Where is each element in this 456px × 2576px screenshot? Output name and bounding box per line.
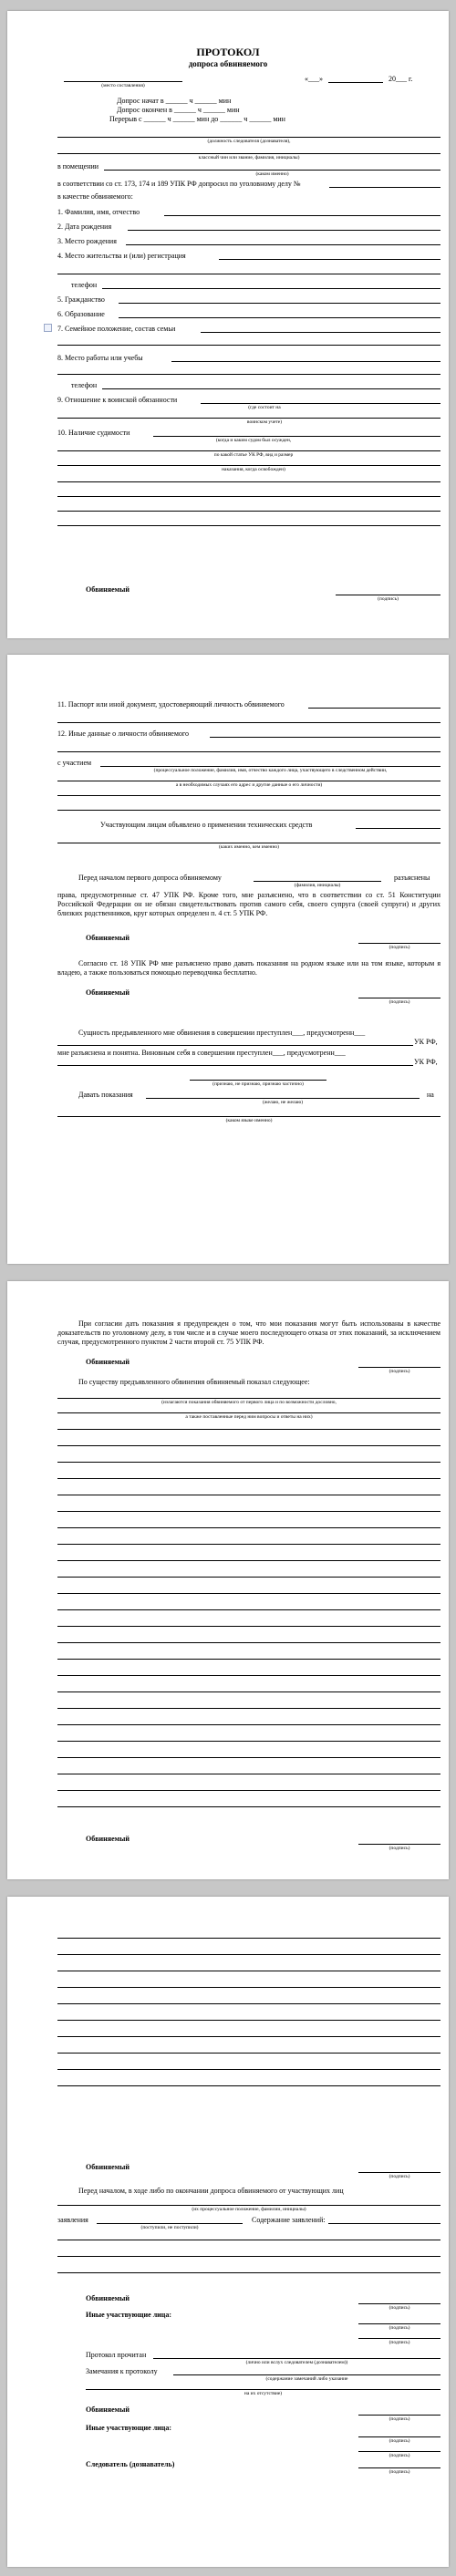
protocol-read-line[interactable] — [153, 2358, 440, 2359]
rights-text: права, предусмотренные ст. 47 УПК РФ. Кроме того, мне разъяснено, что в соответствии со ст. 51 Конституции Российской Федерации он не обязан свидетельствовать против самого себя, своего супруга (своей супруги) и других близких родственников, круг которых определен п. 4 ст. 5 УПК РФ. — [57, 891, 440, 917]
participant-signature-line-3[interactable] — [358, 2436, 440, 2437]
rank-line[interactable] — [57, 153, 440, 154]
content-line[interactable] — [328, 2223, 440, 2224]
education-line[interactable] — [119, 317, 440, 318]
family-line-2[interactable] — [57, 345, 440, 346]
item-education: 6. Образование — [57, 310, 105, 318]
convictions-caption-3: наказания, когда освобожден) — [222, 467, 285, 472]
signature-caption-7: (подпись) — [389, 2305, 410, 2311]
fio-caption: (фамилия, инициалы) — [294, 883, 341, 888]
give-testimony: Давать показания — [78, 1091, 133, 1099]
participation-line-4[interactable] — [57, 810, 440, 811]
testimony-line-6[interactable] — [57, 1511, 440, 1512]
legal-basis: в соответствии со ст. 173, 174 и 189 УПК РФ допросил по уголовному делу № — [57, 180, 301, 188]
phone-line[interactable] — [102, 288, 440, 289]
testimony-line-16[interactable] — [57, 1675, 440, 1676]
convictions-line-2[interactable] — [57, 450, 440, 451]
participant-signature-line-2[interactable] — [358, 2338, 440, 2339]
continuation-line-8[interactable] — [57, 2053, 440, 2054]
on-label: на — [427, 1091, 434, 1099]
understood-text: мне разъяснена и понятна. Виновным себя в совершении преступлен___, предусмотренн___ — [57, 1049, 346, 1057]
remarks-line-2[interactable] — [86, 2389, 440, 2390]
item-other-data: 12. Иные данные о личности обвиняемого — [57, 729, 189, 738]
official-line[interactable] — [57, 137, 440, 138]
continuation-line-7[interactable] — [57, 2036, 440, 2037]
accused-signature-line-6[interactable] — [358, 2172, 440, 2173]
start-time[interactable]: Допрос начат в ______ ч ______ мин — [117, 97, 232, 105]
accused-signature-label-5: Обвиняемый — [86, 1835, 130, 1843]
item-residence: 4. Место жительства и (или) регистрация — [57, 252, 186, 260]
uk-rf-label-2: УК РФ, — [414, 1058, 438, 1066]
content-line-3[interactable] — [57, 2256, 440, 2257]
signature-caption-3: (подпись) — [389, 999, 410, 1005]
continuation-line-2[interactable] — [57, 1954, 440, 1955]
accused-signature-line-4[interactable] — [358, 1367, 440, 1368]
testimony-line-1[interactable] — [57, 1429, 440, 1430]
page-2 — [7, 655, 449, 1264]
item-convictions: 10. Наличие судимости — [57, 429, 130, 437]
work-phone-label: телефон — [71, 381, 98, 389]
signature-caption-2: (подпись) — [389, 945, 410, 950]
other-data-line[interactable] — [210, 737, 440, 738]
room-label: в помещении — [57, 162, 99, 171]
investigator-label: Следователь (дознаватель) — [86, 2460, 175, 2468]
as-accused: в качестве обвиняемого: — [57, 192, 133, 201]
passport-line-2[interactable] — [57, 722, 440, 723]
content-line-4[interactable] — [57, 2272, 440, 2273]
explained: разъяснены — [394, 874, 430, 882]
accused-signature-label-6: Обвиняемый — [86, 2163, 130, 2171]
item-family: 7. Семейное положение, состав семьи — [57, 325, 176, 333]
testimony-line-3[interactable] — [57, 1462, 440, 1463]
investigator-signature-line[interactable] — [358, 2467, 440, 2468]
understood-line[interactable] — [57, 1065, 413, 1066]
other-participants-label-2: Иные участвующие лица: — [86, 2424, 172, 2432]
continuation-line-4[interactable] — [57, 1987, 440, 1988]
item-citizenship: 5. Гражданство — [57, 295, 105, 304]
family-line[interactable] — [201, 332, 440, 333]
residence-line[interactable] — [219, 259, 440, 260]
accused-name-line[interactable] — [254, 881, 381, 882]
official-caption: (должность следователя (дознавателя), — [207, 139, 291, 144]
tech-notice: Участвующим лицам объявлено о применении технических средств — [100, 821, 313, 829]
item-workplace: 8. Место работы или учебы — [57, 354, 143, 362]
testimony-line-8[interactable] — [57, 1544, 440, 1545]
participants-caption: (их процессуальное положение, фамилии, инициалы) — [192, 2207, 306, 2212]
tech-caption: (каких именно, кем именно) — [218, 844, 280, 850]
convictions-line-3[interactable] — [57, 465, 440, 466]
testimony-line-10[interactable] — [57, 1577, 440, 1578]
item-passport: 11. Паспорт или иной документ, удостоверяющий личность обвиняемого — [57, 700, 285, 709]
charge-line[interactable] — [57, 1045, 413, 1046]
end-time[interactable]: Допрос окончен в ______ ч ______ мин — [117, 106, 240, 114]
continuation-line-10[interactable] — [57, 2085, 440, 2086]
other-participants-label: Иные участвующие лица: — [86, 2311, 172, 2319]
accused-signature-label-8: Обвиняемый — [86, 2405, 130, 2414]
continuation-line-6[interactable] — [57, 2020, 440, 2021]
accused-signature-line-8[interactable] — [358, 2415, 440, 2416]
document-title: ПРОТОКОЛ — [196, 46, 260, 58]
remarks-line[interactable] — [173, 2374, 440, 2375]
want-caption: (желаю, не желаю) — [262, 1100, 304, 1105]
testimony-line-11[interactable] — [57, 1593, 440, 1594]
testimony-line-2[interactable] — [57, 1445, 440, 1446]
convictions-line-5[interactable] — [57, 496, 440, 497]
continuation-line-9[interactable] — [57, 2069, 440, 2070]
page-4 — [7, 1897, 449, 2567]
absent-caption: на их отсутствие) — [244, 2391, 283, 2396]
statements-label: заявления — [57, 2216, 88, 2224]
testimony-line-19[interactable] — [57, 1724, 440, 1725]
accused-signature-label-2: Обвиняемый — [86, 934, 130, 942]
phone-label: телефон — [71, 281, 98, 289]
testimony-line-20[interactable] — [57, 1741, 440, 1742]
place-line[interactable] — [64, 81, 182, 82]
testimony-line-15[interactable] — [57, 1659, 440, 1660]
break-time[interactable]: Перерыв с ______ ч ______ мин до ______ ч ______ мин — [109, 115, 285, 123]
citizenship-line[interactable] — [119, 303, 440, 304]
testimony-line-14[interactable] — [57, 1642, 440, 1643]
item-fio: 1. Фамилия, имя, отчество — [57, 208, 140, 216]
charge-essence: Сущность предъявленного мне обвинения в совершении преступлен___, предусмотренн___ — [78, 1029, 366, 1037]
remarks-label: Замечания к протоколу — [86, 2367, 158, 2375]
page-3 — [7, 1281, 449, 1879]
participation-line[interactable] — [100, 766, 440, 767]
testimony-line-21[interactable] — [57, 1757, 440, 1758]
accused-signature-label-3: Обвиняемый — [86, 988, 130, 997]
birthdate-line[interactable] — [128, 230, 440, 231]
participation-line-3[interactable] — [57, 795, 440, 796]
item-birthplace: 3. Место рождения — [57, 237, 117, 245]
merits-line[interactable] — [57, 1398, 440, 1399]
participant-signature-line-1[interactable] — [358, 2323, 440, 2324]
continuation-line-5[interactable] — [57, 2003, 440, 2004]
workplace-line[interactable] — [171, 361, 440, 362]
warning-text: При согласии дать показания я предупрежден о том, что мои показания могут быть использованы в качестве доказательств по уголовному делу, в том числе и в случае моего последующего отказа от этих показаний, за исключением случая, предусмотренного пунктом 2 части второй ст. 75 УПК РФ. — [57, 1319, 440, 1346]
room-line[interactable] — [104, 170, 440, 171]
received-caption: (поступили, не поступили) — [140, 2225, 199, 2230]
merits-line-2[interactable] — [57, 1412, 440, 1413]
military-caption-2: воинском учете) — [246, 419, 283, 425]
statement-caption: (излагаются показания обвиняемого от первого лица и по возможности дословно, — [161, 1400, 337, 1405]
convictions-line-7[interactable] — [57, 525, 440, 526]
testimony-line-13[interactable] — [57, 1626, 440, 1627]
signature-caption-6: (подпись) — [389, 2174, 410, 2179]
protocol-read: Протокол прочитан — [86, 2351, 147, 2359]
testimony-line-4[interactable] — [57, 1478, 440, 1479]
signature-caption-4: (подпись) — [389, 1369, 410, 1374]
continuation-line-1[interactable] — [57, 1938, 440, 1939]
convictions-caption-2: по какой статье УК РФ, вид и размер — [213, 452, 294, 458]
signature-caption-11: (подпись) — [389, 2438, 410, 2444]
signature-caption-10: (подпись) — [389, 2416, 410, 2422]
convictions-line-4[interactable] — [57, 481, 440, 482]
birthplace-line[interactable] — [126, 244, 440, 245]
date-month-line[interactable] — [328, 82, 383, 83]
document-subtitle: допроса обвиняемого — [188, 59, 268, 68]
uk-rf-label: УК РФ, — [414, 1038, 438, 1046]
with-participation: с участием — [57, 759, 92, 767]
participant-signature-line-4[interactable] — [358, 2451, 440, 2452]
page-1 — [7, 11, 449, 638]
questions-caption: а также поставленные перед ним вопросы и ответы на них) — [185, 1414, 313, 1420]
workplace-line-2[interactable] — [57, 374, 440, 375]
date-year[interactable]: 20___ г. — [389, 75, 413, 83]
signature-caption-13: (подпись) — [389, 2469, 410, 2475]
address-caption: а в необходимых случаях его адрес и другие данные о его личности) — [175, 782, 323, 788]
language-text: Согласно ст. 18 УПК РФ мне разъяснено право давать показания на родном языке или на том языке, которым я владею, а также пользоваться помощью переводчика бесплатно. — [57, 959, 440, 977]
military-line[interactable] — [201, 403, 440, 404]
signature-caption-12: (подпись) — [389, 2453, 410, 2458]
testimony-line-23[interactable] — [57, 1790, 440, 1791]
place-caption: (место составления) — [101, 83, 145, 88]
room-caption: (каком именно) — [255, 171, 289, 177]
convictions-line[interactable] — [153, 436, 440, 437]
item-birthdate: 2. Дата рождения — [57, 222, 112, 231]
testimony-line-7[interactable] — [57, 1527, 440, 1528]
signature-caption: (подпись) — [378, 596, 399, 602]
content-label: Содержание заявлений: — [252, 2216, 326, 2224]
read-how-caption: (лично или вслух следователем (дознавателем)) — [245, 2360, 348, 2365]
accused-signature-line-7[interactable] — [358, 2303, 440, 2304]
language-caption: (каком языке именно) — [225, 1118, 273, 1123]
statements-line[interactable] — [97, 2223, 243, 2224]
accused-signature-line-2[interactable] — [358, 943, 440, 944]
other-data-line-2[interactable] — [57, 751, 440, 752]
convictions-line-6[interactable] — [57, 511, 440, 512]
participants-line[interactable] — [57, 2205, 440, 2206]
fio-line[interactable] — [164, 215, 440, 216]
signature-caption-9: (подпись) — [389, 2340, 410, 2345]
testimony-line-12[interactable] — [57, 1609, 440, 1610]
date-day[interactable]: «___» — [305, 75, 323, 83]
tech-line[interactable] — [356, 828, 440, 829]
form-field-marker-icon — [44, 324, 52, 332]
testimony-line-24[interactable] — [57, 1806, 440, 1807]
on-merits: По существу предъявленного обвинения обвиняемый показал следующее: — [78, 1378, 310, 1386]
military-caption-1: (где состоит на — [248, 405, 281, 410]
signature-caption-8: (подпись) — [389, 2325, 410, 2331]
item-military: 9. Отношение к воинской обязанности — [57, 396, 178, 404]
testimony-line[interactable] — [146, 1098, 420, 1099]
signature-caption-5: (подпись) — [389, 1846, 410, 1851]
accused-signature-label-7: Обвиняемый — [86, 2294, 130, 2302]
case-number-line[interactable] — [329, 187, 440, 188]
language-line[interactable] — [57, 1116, 440, 1117]
admission-line[interactable] — [190, 1080, 326, 1081]
passport-line[interactable] — [308, 708, 440, 709]
remarks-caption: (содержание замечаний либо указание — [265, 2376, 348, 2382]
accused-signature-label: Обвиняемый — [86, 585, 130, 594]
testimony-line-9[interactable] — [57, 1560, 440, 1561]
accused-signature-label-4: Обвиняемый — [86, 1358, 130, 1366]
before-first: Перед началом первого допроса обвиняемому — [78, 874, 222, 882]
rank-caption: классный чин или звание, фамилия, инициалы) — [198, 155, 300, 160]
accused-signature-line-5[interactable] — [358, 1844, 440, 1845]
testimony-line-18[interactable] — [57, 1708, 440, 1709]
convictions-caption-1: (когда и каким судом был осужден, — [215, 438, 292, 443]
before-start: Перед началом, в ходе либо по окончании допроса обвиняемого от участвующих лиц — [78, 2187, 344, 2195]
military-line-2[interactable] — [57, 418, 440, 419]
work-phone-line[interactable] — [102, 388, 440, 389]
admission-caption: (признаю, не признаю, признаю частично) — [212, 1081, 304, 1087]
testimony-line-17[interactable] — [57, 1691, 440, 1692]
participation-caption: (процессуальное положение, фамилия, имя, отчество каждого лица, участвующего в следственном действии, — [153, 768, 388, 773]
